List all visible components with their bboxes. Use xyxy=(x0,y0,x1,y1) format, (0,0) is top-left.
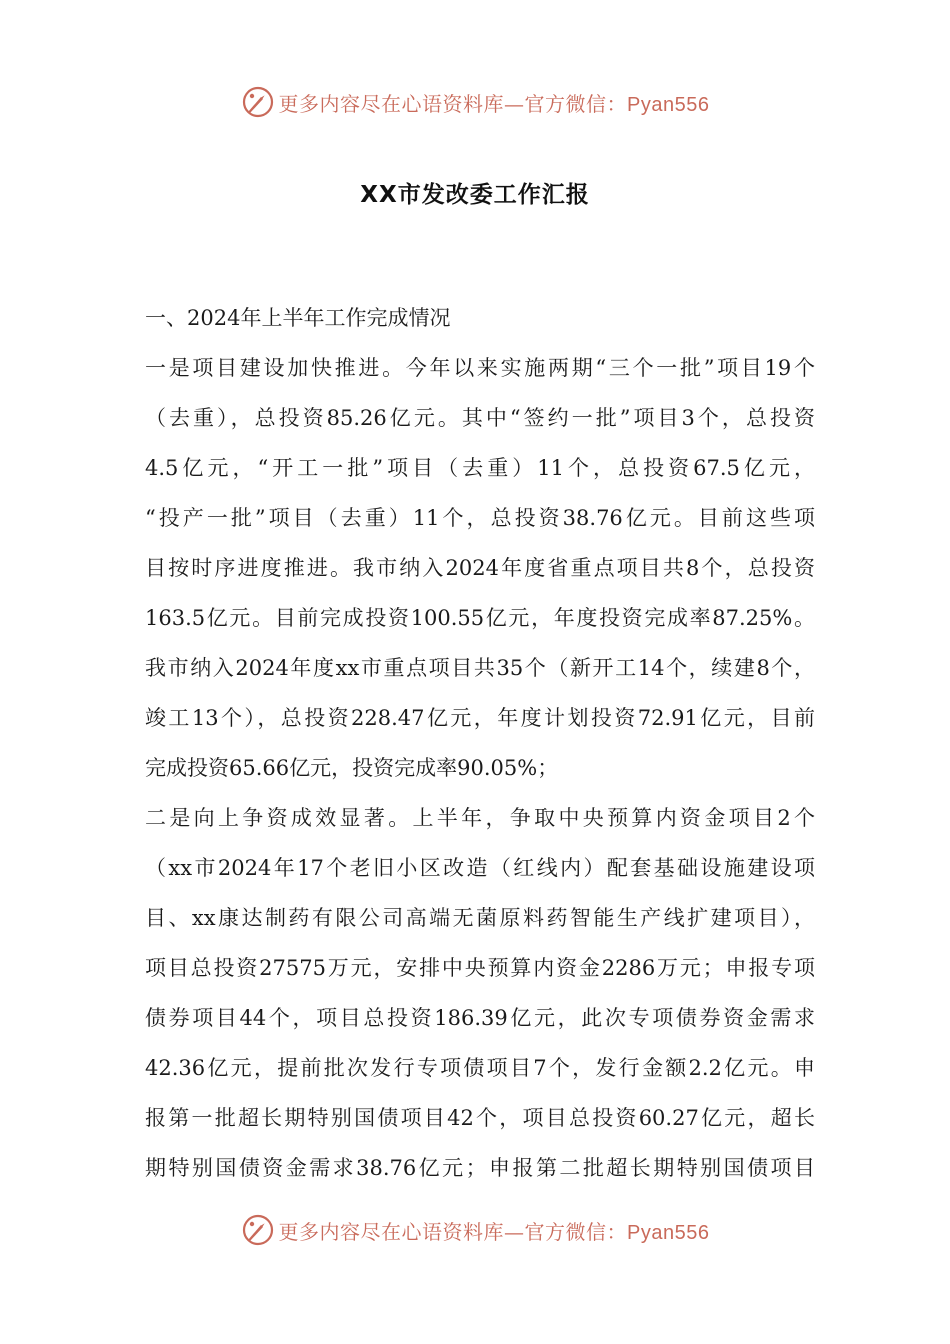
body-line: 一是项目建设加快推进。今年以来实施两期“三个一批”项目19个 xyxy=(145,356,815,380)
body-line: （xx市2024年17个老旧小区改造（红线内）配套基础设施建设项 xyxy=(145,856,815,880)
watermark-text: 更多内容尽在心语资料库—官方微信：Pyan556 xyxy=(278,1219,710,1244)
pen-nib-icon xyxy=(241,85,275,119)
body-line: “投产一批”项目（去重）11个，总投资38.76亿元。目前这些项 xyxy=(145,506,815,530)
body-line: 目、xx康达制药有限公司高端无菌原料药智能生产线扩建项目）， xyxy=(145,906,815,930)
body-line: 期特别国债资金需求38.76亿元；申报第二批超长期特别国债项目 xyxy=(145,1156,815,1180)
body-line: 项目总投资27575万元，安排中央预算内资金2286万元；申报专项 xyxy=(145,956,815,980)
document-title: XX市发改委工作汇报 xyxy=(360,182,590,208)
pen-nib-icon xyxy=(241,1213,275,1247)
watermark-handle: Pyan556 xyxy=(627,93,710,116)
body-line: 债券项目44个，项目总投资186.39亿元，此次专项债券资金需求 xyxy=(145,1006,815,1030)
watermark-text: 更多内容尽在心语资料库—官方微信：Pyan556 xyxy=(278,91,710,116)
body-line: 我市纳入2024年度xx市重点项目共35个（新开工14个，续建8个， xyxy=(145,656,815,680)
body-line: 目按时序进度推进。我市纳入2024年度省重点项目共8个，总投资 xyxy=(145,556,815,580)
watermark-header xyxy=(0,82,950,122)
body-line: 42.36亿元，提前批次发行专项债项目7个，发行金额2.2亿元。申 xyxy=(145,1056,815,1080)
body-line: 4.5亿元，“开工一批”项目（去重）11个，总投资67.5亿元， xyxy=(145,456,815,480)
body-line: （去重），总投资85.26亿元。其中“签约一批”项目3个，总投资 xyxy=(145,406,815,430)
watermark-footer xyxy=(0,1210,950,1250)
document-body xyxy=(145,293,815,1193)
body-line: 163.5亿元。目前完成投资100.55亿元，年度投资完成率87.25%。 xyxy=(145,606,815,630)
section-heading: 一、2024年上半年工作完成情况 xyxy=(145,306,451,330)
body-line: 完成投资65.66亿元，投资完成率90.05%； xyxy=(145,756,559,780)
watermark-handle: Pyan556 xyxy=(627,1221,710,1244)
body-line: 竣工13个），总投资228.47亿元，年度计划投资72.91亿元，目前 xyxy=(145,706,815,730)
body-line: 二是向上争资成效显著。上半年，争取中央预算内资金项目2个 xyxy=(145,806,815,830)
body-line: 报第一批超长期特别国债项目42个，项目总投资60.27亿元，超长 xyxy=(145,1106,815,1130)
